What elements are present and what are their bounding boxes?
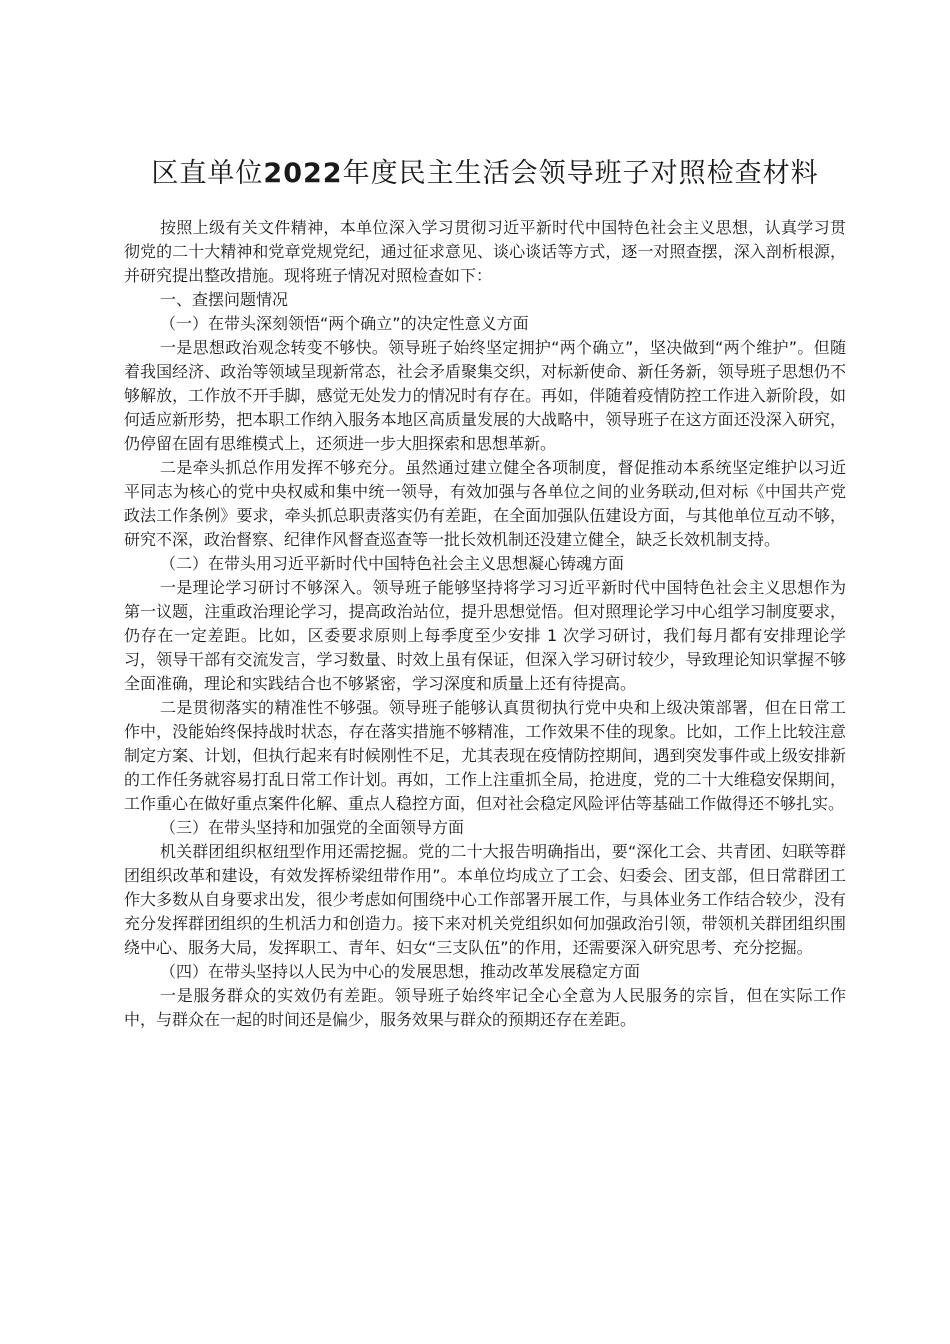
body-paragraph: 一是服务群众的实效仍有差距。领导班子始终牢记全心全意为人民服务的宗旨，但在实际工作中，与群众在一起的时间还是偏少，服务效果与群众的预期还存在差距。 <box>124 986 846 1029</box>
subsection-heading-2: （二）在带头用习近平新时代中国特色社会主义思想凝心铸魂方面 <box>160 554 625 573</box>
section-heading-1: 一、查摆问题情况 <box>160 290 289 309</box>
body-paragraph: 机关群团组织枢纽型作用还需挖掘。党的二十大报告明确指出，要“深化工会、共青团、妇联等群团组织改革和建设，有效发挥桥梁纽带作用”。本单位均成立了工会、妇委会、团支部，但日常群团工作大多数从自身要求出发，很少考虑如何围绕中心工作部署开展工作，与具体业务工作结合较少，没有充分发挥群团组织的生机活力和创造力。接下来对机关党组织如何加强政治引领，带领机关群团组织围绕中心、服务大局，发挥职工、青年、妇女“三支队伍”的作用，还需要深入研究思考、充分挖掘。 <box>124 842 846 957</box>
subsection-heading-1: （一）在带头深刻领悟“两个确立”的决定性意义方面 <box>160 314 529 333</box>
body-paragraph: 二是贯彻落实的精准性不够强。领导班子能够认真贯彻执行党中央和上级决策部署，但在日常工作中，没能始终保持战时状态，存在落实措施不够精准，工作效果不佳的现象。比如，工作上比较注意制定方案、计划，但执行起来有时候刚性不足，尤其表现在疫情防控期间，遇到突发事件或上级安排新的工作任务就容易打乱日常工作计划。再如，工作上注重抓全局，抢进度，党的二十大维稳安保期间，工作重心在做好重点案件化解、重点人稳控方面，但对社会稳定风险评估等基础工作做得还不够扎实。 <box>124 698 846 813</box>
title-suffix: 年度民主生活会领导班子对照检查材料 <box>342 158 819 189</box>
subsection-heading-4: （四）在带头坚持以人民为中心的发展思想，推动改革发展稳定方面 <box>160 962 641 981</box>
title-year: 2022 <box>263 158 343 189</box>
body-paragraph: 一是思想政治观念转变不够快。领导班子始终坚定拥护“两个确立”，坚决做到“两个维护”。但随着我国经济、政治等领域呈现新常态，社会矛盾聚集交织，对标新使命、新任务新，领导班子思想仍不够解放，工作放不开手脚，感觉无处发力的情况时有存在。再如，伴随着疫情防控工作进入新阶段，如何适应新形势，把本职工作纳入服务本地区高质量发展的大战略中，领导班子在这方面还没深入研究，仍停留在固有思维模式上，还须进一步大胆探索和思想革新。 <box>124 338 846 453</box>
intro-paragraph: 按照上级有关文件精神，本单位深入学习贯彻习近平新时代中国特色社会主义思想，认真学习贯彻党的二十大精神和党章党规党纪，通过征求意见、谈心谈话等方式，逐一对照查摆，深入剖析根源，并研究提出整改措施。现将班子情况对照检查如下： <box>124 218 846 285</box>
body-paragraph: 一是理论学习研讨不够深入。领导班子能够坚持将学习习近平新时代中国特色社会主义思想作为第一议题，注重政治理论学习，提高政治站位，提升思想觉悟。但对照理论学习中心组学习制度要求，仍存在一定差距。比如，区委要求原则上每季度至少安排 1 次学习研讨，我们每月都有安排理论学习，领导干部有交流发言，学习数量、时效上虽有保证，但深入学习研讨较少，导致理论知识掌握不够全面准确，理论和实践结合也不够紧密，学习深度和质量上还有待提高。 <box>124 578 846 693</box>
document-page <box>124 152 846 1032</box>
subsection-heading-3: （三）在带头坚持和加强党的全面领导方面 <box>160 818 465 837</box>
document-title <box>124 152 846 196</box>
body-paragraph: 二是牵头抓总作用发挥不够充分。虽然通过建立健全各项制度，督促推动本系统坚定维护以习近平同志为核心的党中央权威和集中统一领导，有效加强与各单位之间的业务联动,但对标《中国共产党政法工作条例》要求，牵头抓总职责落实仍有差距，在全面加强队伍建设方面，与其他单位互动不够，研究不深，政治督察、纪律作风督查巡查等一批长效机制还没建立健全，缺乏长效机制支持。 <box>124 458 846 549</box>
title-prefix: 区直单位 <box>151 158 264 189</box>
